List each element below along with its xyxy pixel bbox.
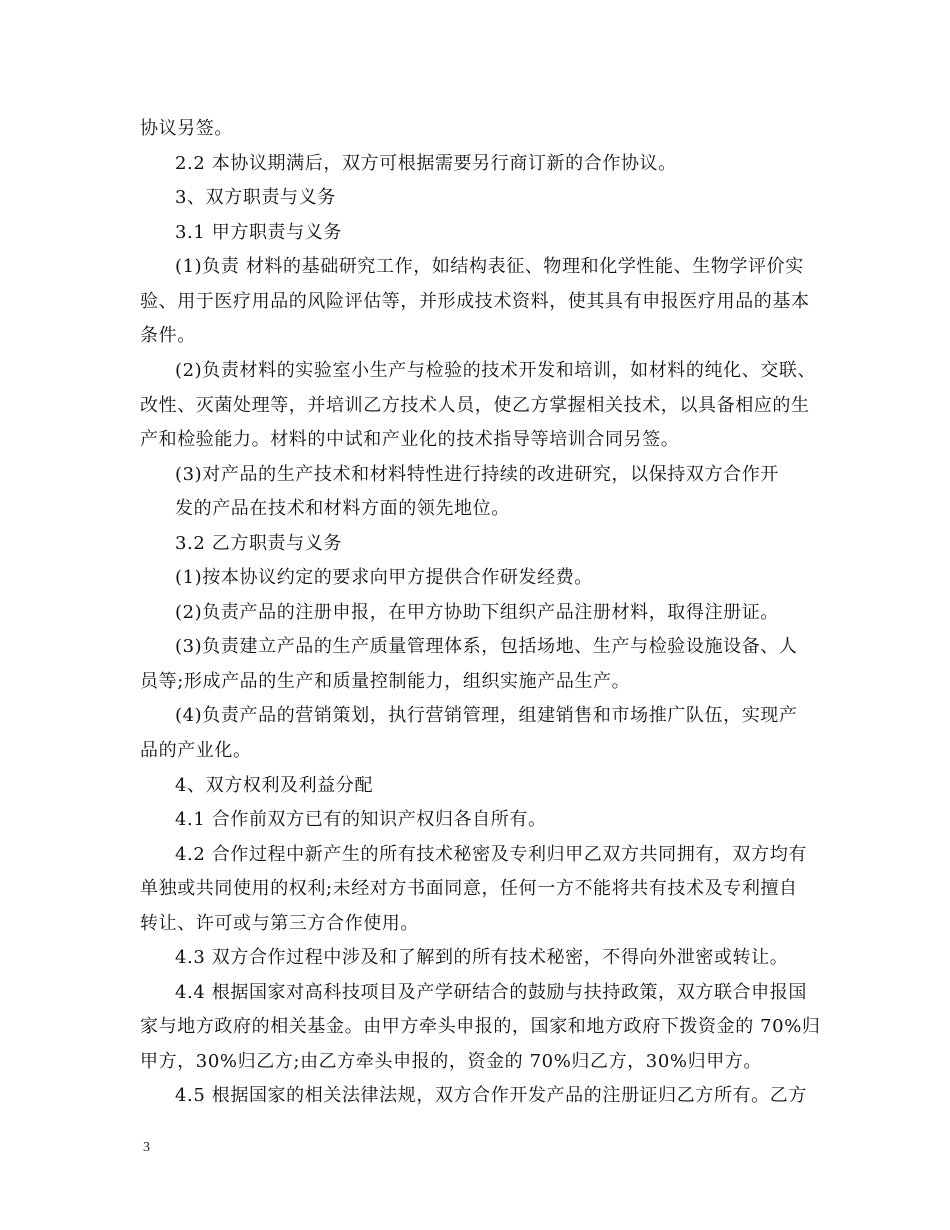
text-line: 产和检验能力。材料的中试和产业化的技术指导等培训合同另签。 xyxy=(140,429,680,450)
text-line: 员等;形成产品的生产和质量控制能力，组织实施产品生产。 xyxy=(140,671,631,692)
text-line: 4.1 合作前双方已有的知识产权归各自所有。 xyxy=(175,809,547,830)
text-line: (2)负责材料的实验室小生产与检验的技术开发和培训，如材料的纯化、交联、 xyxy=(175,360,817,381)
subsection-heading: 3.2 乙方职责与义务 xyxy=(175,533,342,554)
section-heading: 4、双方权利及利益分配 xyxy=(175,775,374,796)
text-line: (3)对产品的生产技术和材料特性进行持续的改进研究，以保持双方合作开 xyxy=(175,464,779,485)
text-line: 转让、许可或与第三方合作使用。 xyxy=(140,913,419,934)
text-line: 单独或共同使用的权利;未经对方书面同意，任何一方不能将共有技术及专利擅自 xyxy=(140,878,798,899)
text-line: 甲方，30%归乙方;由乙方牵头申报的，资金的 70%归乙方，30%归甲方。 xyxy=(140,1051,763,1072)
text-line: 2.2 本协议期满后，双方可根据需要另行商订新的合作协议。 xyxy=(175,153,677,174)
page-number: 3 xyxy=(143,1140,150,1155)
text-line: (2)负责产品的注册申报，在甲方协助下组织产品注册材料，取得注册证。 xyxy=(175,602,779,623)
text-line: 4.5 根据国家的相关法律法规，双方合作开发产品的注册证归乙方所有。乙方 xyxy=(175,1085,807,1106)
text-line: (1)按本协议约定的要求向甲方提供合作研发经费。 xyxy=(175,567,593,588)
text-line: 4.3 双方合作过程中涉及和了解到的所有技术秘密，不得向外泄密或转让。 xyxy=(175,947,789,968)
text-line: 改性、灭菌处理等，并培训乙方技术人员，使乙方掌握相关技术，以具备相应的生 xyxy=(140,395,810,416)
text-line: 协议另签。 xyxy=(140,118,233,139)
section-heading: 3、双方职责与义务 xyxy=(175,187,336,208)
text-line: 条件。 xyxy=(140,325,196,346)
text-line: 品的产业化。 xyxy=(140,740,252,761)
text-line: 发的产品在技术和材料方面的领先地位。 xyxy=(175,498,510,519)
subsection-heading: 3.1 甲方职责与义务 xyxy=(175,222,342,243)
text-line: (3)负责建立产品的生产质量管理体系，包括场地、生产与检验设施设备、人 xyxy=(175,636,798,657)
text-line: 4.4 根据国家对高科技项目及产学研结合的鼓励与扶持政策，双方联合申报国 xyxy=(175,982,807,1003)
text-line: 4.2 合作过程中新产生的所有技术秘密及专利归甲乙双方共同拥有，双方均有 xyxy=(175,844,807,865)
text-line: (1)负责 材料的基础研究工作，如结构表征、物理和化学性能、生物学评价实 xyxy=(175,256,804,277)
text-line: 验、用于医疗用品的风险评估等，并形成技术资料，使其具有申报医疗用品的基本 xyxy=(140,291,810,312)
text-line: (4)负责产品的营销策划，执行营销管理，组建销售和市场推广队伍，实现产 xyxy=(175,705,798,726)
text-line: 家与地方政府的相关基金。由甲方牵头申报的，国家和地方政府下拨资金的 70%归 xyxy=(140,1016,821,1037)
